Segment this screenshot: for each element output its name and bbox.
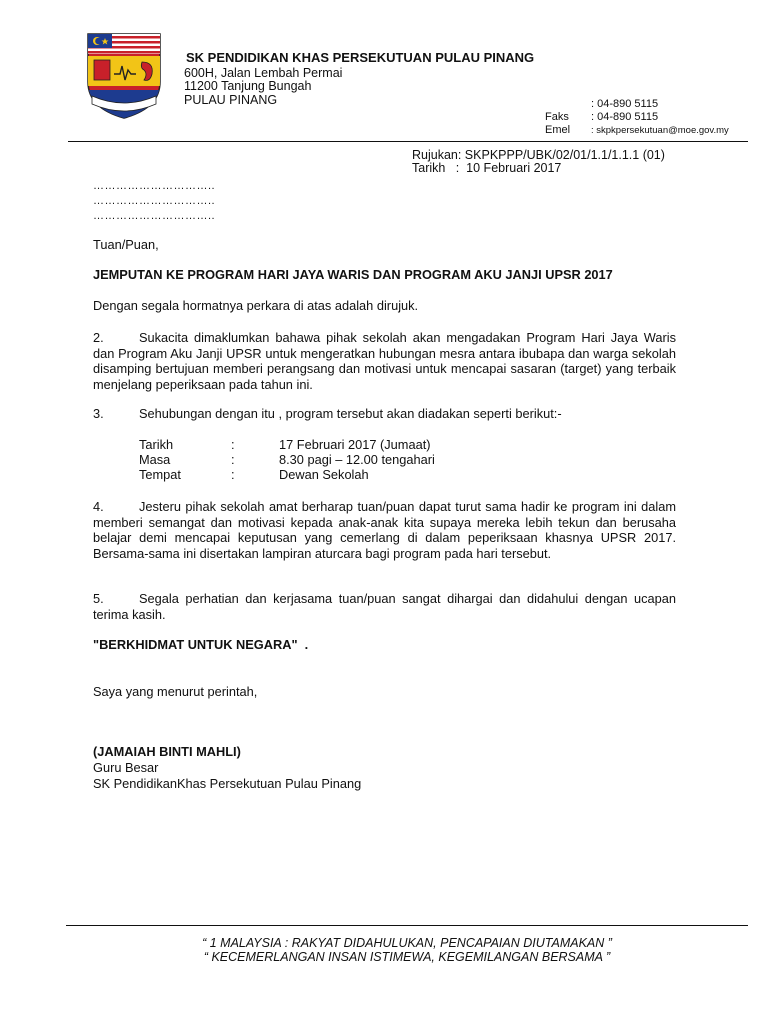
paragraph-4-number: 4. <box>93 499 104 514</box>
detail-label: Tarikh <box>139 437 174 452</box>
address-line-3: PULAU PINANG <box>184 93 278 107</box>
opening-sentence: Dengan segala hormatnya perkara di atas adalah dirujuk. <box>93 298 419 313</box>
detail-separator: : <box>231 437 235 452</box>
email-address: : skpkpersekutuan@moe.gov.my <box>591 125 729 136</box>
recipient-line-2: ………………………….. <box>93 195 216 207</box>
footer-motto-1: “ 1 MALAYSIA : RAKYAT DIDAHULUKAN, PENCAPAIAN DIUTAMAKAN ” <box>202 936 612 950</box>
detail-label: Tempat <box>139 467 181 482</box>
letter-subject: JEMPUTAN KE PROGRAM HARI JAYA WARIS DAN PROGRAM AKU JANJI UPSR 2017 <box>93 267 613 282</box>
recipient-line-1: ………………………….. <box>93 180 216 192</box>
salutation: Tuan/Puan, <box>93 237 159 252</box>
signatory-name: (JAMAIAH BINTI MAHLI) <box>93 744 241 759</box>
paragraph-3-number: 3. <box>93 406 104 421</box>
detail-row-date <box>139 437 431 453</box>
fax-label: Faks <box>545 111 569 123</box>
footer-divider <box>66 925 748 926</box>
header-divider <box>68 141 748 142</box>
paragraph-5-number: 5. <box>93 591 104 606</box>
detail-row-time <box>139 452 435 468</box>
closing-phrase: Saya yang menurut perintah, <box>93 684 258 699</box>
email-label: Emel <box>545 124 571 136</box>
letter-date: Tarikh : 10 Februari 2017 <box>412 161 562 175</box>
paragraph-2-number: 2. <box>93 330 104 345</box>
signatory-title: Guru Besar <box>93 760 159 775</box>
address-line-2: 11200 Tanjung Bungah <box>184 79 312 93</box>
school-crest-logo <box>84 30 164 120</box>
detail-separator: : <box>231 452 235 467</box>
detail-value: 17 Februari 2017 (Jumaat) <box>279 437 431 452</box>
paragraph-4-text: Jesteru pihak sekolah amat berharap tuan/puan dapat turut sama hadir ke program ini dalam memberi semangat dan motivasi kepada anak-anak kita supaya mereka lebih tekun dan berusaha belajar demi mencapai keputusan yang cemerlang di dalam peperiksaan khasnya UPSR 2017. Bersama-sama ini disertakan lampiran aturcara bagi program pada hari tersebut. <box>93 499 676 561</box>
detail-label: Masa <box>139 452 171 467</box>
telephone-number: : 04-890 5115 <box>591 98 659 110</box>
detail-value: 8.30 pagi – 12.00 tengahari <box>279 452 435 467</box>
paragraph-2 <box>93 330 676 392</box>
address-line-1: 600H, Jalan Lembah Permai <box>184 66 343 80</box>
detail-separator: : <box>231 467 235 482</box>
detail-value: Dewan Sekolah <box>279 467 369 482</box>
footer-motto-2: “ KECEMERLANGAN INSAN ISTIMEWA, KEGEMILANGAN BERSAMA ” <box>203 950 611 964</box>
paragraph-3 <box>93 406 676 422</box>
detail-row-venue <box>139 467 369 483</box>
paragraph-5 <box>93 591 676 622</box>
fax-number: : 04-890 5115 <box>591 111 659 123</box>
school-name: SK PENDIDIKAN KHAS PERSEKUTUAN PULAU PINANG <box>186 50 535 65</box>
signatory-school: SK PendidikanKhas Persekutuan Pulau Pinang <box>93 776 362 791</box>
recipient-line-3: ………………………….. <box>93 210 216 222</box>
slogan: "BERKHIDMAT UNTUK NEGARA" . <box>93 637 309 652</box>
paragraph-2-text: Sukacita dimaklumkan bahawa pihak sekolah akan mengadakan Program Hari Jaya Waris dan Program Aku Janji UPSR untuk mengeratkan hubungan mesra antara ibubapa dan warga sekolah disamping bertujuan memberi perangsang dan motivasi untuk mencapai sasaran (target) yang terbaik menjelang peperiksaan pada tahun ini. <box>93 330 676 392</box>
paragraph-5-text: Segala perhatian dan kerjasama tuan/puan sangat dihargai dan didahului dengan ucapan terima kasih. <box>93 591 676 622</box>
reference-number: Rujukan: SKPKPPP/UBK/02/01/1.1/1.1.1 (01) <box>412 148 665 162</box>
paragraph-4 <box>93 499 676 561</box>
paragraph-3-text: Sehubungan dengan itu , program tersebut akan diadakan seperti berikut:- <box>139 406 562 421</box>
